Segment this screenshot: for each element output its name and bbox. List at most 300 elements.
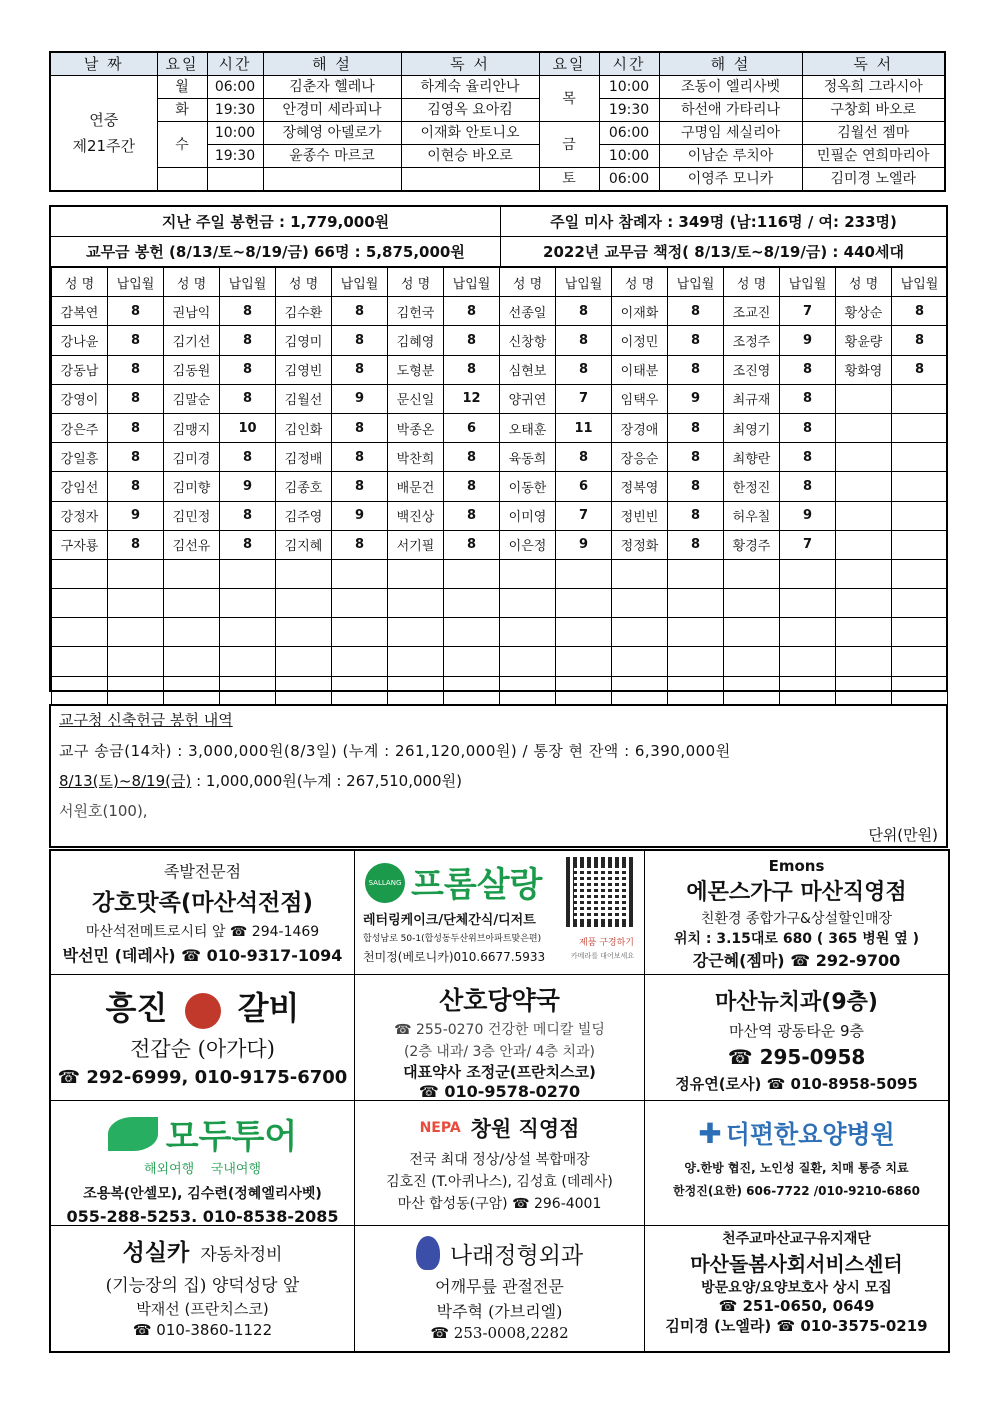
header-month: 납입월: [668, 268, 724, 297]
member-name: 최향란: [724, 443, 780, 472]
empty-cell: [892, 647, 948, 676]
paid-month: 8: [220, 355, 276, 384]
empty-cell: [556, 618, 612, 647]
member-name: 이은정: [500, 530, 556, 559]
member-name: 김민정: [164, 501, 220, 530]
member-name: 구자룡: [52, 530, 108, 559]
empty-cell: [332, 589, 388, 618]
empty-cell: [220, 676, 276, 705]
empty-cell: [780, 559, 836, 588]
member-name: 감복연: [52, 297, 108, 326]
notice-period: 8/13(토)~8/19(금): [59, 772, 192, 790]
paid-month: 8: [556, 297, 612, 326]
member-name: 김주영: [276, 501, 332, 530]
empty-cell: [780, 589, 836, 618]
qr-label: 제품 구경하기: [578, 938, 634, 948]
paid-month: 8: [332, 472, 388, 501]
paid-month: 8: [220, 326, 276, 355]
member-name: 강정자: [52, 501, 108, 530]
ad-description: 양.한방 협진, 노인성 질환, 치매 통증 치료: [684, 1161, 909, 1175]
empty-cell: [892, 618, 948, 647]
empty-cell: [220, 647, 276, 676]
member-name: 정정화: [612, 530, 668, 559]
ad-foundation: 천주교마산교구유지재단: [722, 1231, 871, 1247]
empty-cell: [52, 647, 108, 676]
schedule-row: [50, 122, 945, 145]
member-name: 박종온: [388, 413, 444, 442]
empty-cell: [276, 589, 332, 618]
paid-month: 8: [668, 443, 724, 472]
empty-cell: [52, 589, 108, 618]
table-row: [52, 530, 948, 559]
paid-month: 7: [556, 501, 612, 530]
empty-cell: [388, 589, 444, 618]
ad-owners: 조용복(안셀모), 김수련(정혜엘리사벳): [83, 1186, 322, 1202]
ad-contact: 마산 합성동(구암) ☎ 296-4001: [397, 1196, 602, 1212]
left-reading: 이재화 안토니오: [401, 122, 539, 145]
galbi-logo: [51, 983, 354, 1029]
paid-month: 8: [444, 443, 500, 472]
ad-specialty: 어깨무릎 관절전문: [435, 1277, 564, 1296]
ad-description: 전국 최대 정상/상설 복합매장: [409, 1152, 590, 1168]
dues-offering: 교무금 봉헌 (8/13/토~8/19/금) 66명 : 5,875,000원: [51, 237, 501, 266]
ad-owner: 전갑순 (아가다): [130, 1037, 275, 1061]
paid-month: 8: [108, 355, 164, 384]
notice-title: 교구청 신축헌금 봉헌 내역: [59, 711, 233, 729]
ad-deopyeonhan-hospital: [645, 1101, 948, 1226]
left-day: 월: [157, 76, 207, 99]
hospital-header: [645, 1115, 948, 1151]
left-reading: 하계숙 율리안나: [401, 76, 539, 99]
paid-month: 8: [332, 297, 388, 326]
empty-cell: [164, 589, 220, 618]
member-name: 김수환: [276, 297, 332, 326]
paid-month: 8: [108, 297, 164, 326]
header-day-2: 요일: [539, 52, 599, 76]
header-name: 성 명: [500, 268, 556, 297]
ad-title: 나래정형외과: [449, 1242, 584, 1269]
right-commentary: 하선애 가타리나: [659, 99, 802, 122]
empty-cell: [780, 676, 836, 705]
right-reading: 김월선 젬마: [802, 122, 945, 145]
empty-cell: [52, 559, 108, 588]
schedule-row: [50, 99, 945, 122]
last-week-offering: 지난 주일 봉헌금 : 1,779,000원: [51, 207, 501, 236]
paid-month: 8: [444, 472, 500, 501]
left-reading: [401, 168, 539, 192]
member-name: 장응순: [612, 443, 668, 472]
ad-services: [51, 1158, 354, 1177]
right-day: 금: [539, 122, 599, 168]
member-name: 강나윤: [52, 326, 108, 355]
empty-cell: [388, 647, 444, 676]
empty-cell: [892, 384, 948, 413]
empty-cell: [836, 413, 892, 442]
paid-month: 8: [332, 530, 388, 559]
ad-address: 합성남로 50-1(합성동두산위브아파트맞은편): [363, 934, 542, 944]
period-week: 제21주간: [72, 137, 136, 155]
table-row: [52, 472, 948, 501]
mass-attendance: 주일 미사 참례자 : 349명 (남:116명 / 여: 233명): [550, 213, 897, 231]
mascot-icon: [416, 1236, 440, 1270]
notice-amount: : 1,000,000원(누계 : 267,510,000원): [191, 772, 462, 790]
ad-title: 에몬스가구 마산직영점: [686, 880, 907, 905]
ad-description: 친환경 종합가구&상설할인매장: [700, 911, 893, 927]
paid-month: 11: [556, 413, 612, 442]
empty-cell: [444, 559, 500, 588]
modetour-logo: [51, 1109, 354, 1158]
empty-cell: [668, 676, 724, 705]
member-name: 김맹지: [164, 413, 220, 442]
paid-month: 8: [668, 297, 724, 326]
member-name: 황상순: [836, 297, 892, 326]
member-name: 장경애: [612, 413, 668, 442]
empty-cell: [892, 589, 948, 618]
member-name: 허우칠: [724, 501, 780, 530]
empty-cell: [724, 559, 780, 588]
empty-cell: [332, 647, 388, 676]
ad-products: 레터링케이크/단체간식/디저트: [363, 913, 536, 928]
ad-contact: 055-288-5253. 010-8538-2085: [66, 1207, 339, 1226]
member-name: 김정배: [276, 443, 332, 472]
member-name: 김종호: [276, 472, 332, 501]
table-row: [52, 355, 948, 384]
empty-cell: [388, 676, 444, 705]
empty-cell: [276, 559, 332, 588]
mass-schedule-table: [49, 51, 946, 192]
right-time: 06:00: [599, 122, 659, 145]
header-name: 성 명: [276, 268, 332, 297]
member-name: 김영미: [276, 326, 332, 355]
empty-cell: [332, 559, 388, 588]
empty-cell: [444, 618, 500, 647]
right-reading: 김미경 노엘라: [802, 168, 945, 192]
narae-header: [355, 1236, 644, 1270]
ad-contact: 박선민 (데레사) ☎ 010-9317-1094: [62, 946, 343, 965]
member-name: 황화영: [836, 355, 892, 384]
empty-cell: [668, 647, 724, 676]
dues-assessment: 2022년 교무금 책정( 8/13/토~8/19/금) : 440세대: [543, 243, 904, 261]
paid-month: 8: [108, 443, 164, 472]
member-name: 권남익: [164, 297, 220, 326]
empty-cell: [612, 589, 668, 618]
member-name: 김지혜: [276, 530, 332, 559]
paid-month: 6: [556, 472, 612, 501]
notice-unit: 단위(만원): [868, 826, 938, 844]
paid-month: 8: [780, 472, 836, 501]
paid-month: 9: [220, 472, 276, 501]
ad-contact: ☎ 010-9578-0270: [418, 1082, 581, 1101]
empty-cell: [892, 413, 948, 442]
paid-month: 9: [332, 501, 388, 530]
left-time: 10:00: [207, 122, 263, 145]
left-commentary: 안경미 세라피나: [263, 99, 401, 122]
ad-owner: 박재선 (프란치스코): [136, 1300, 269, 1318]
member-name: 최영기: [724, 413, 780, 442]
nepa-logo: NEPA: [419, 1120, 461, 1136]
header-commentary-2: 해 설: [659, 52, 802, 76]
table-row: [52, 559, 948, 588]
notice-remittance: 교구 송금(14차) : 3,000,000원(8/3일) (누계 : 261,120,000원) / 통장 현 잔액 : 6,390,000원: [59, 742, 731, 760]
ad-contact: 김미경 (노엘라) ☎ 010-3575-0219: [665, 1317, 928, 1335]
period-season: 연중: [89, 111, 119, 129]
left-commentary: [263, 168, 401, 192]
member-name: 김미경: [164, 443, 220, 472]
left-time: 19:30: [207, 99, 263, 122]
paid-month: 9: [556, 530, 612, 559]
empty-cell: [612, 676, 668, 705]
empty-cell: [556, 589, 612, 618]
empty-cell: [108, 676, 164, 705]
empty-cell: [836, 589, 892, 618]
empty-cell: [276, 676, 332, 705]
member-name: 선종일: [500, 297, 556, 326]
empty-cell: [668, 618, 724, 647]
ad-title: 더편한요양병원: [725, 1120, 895, 1149]
empty-cell: [108, 618, 164, 647]
ad-heungjin-galbi: [51, 975, 355, 1101]
member-name: 이정민: [612, 326, 668, 355]
member-name: 조진영: [724, 355, 780, 384]
service-domestic: 국내여행: [210, 1162, 261, 1177]
ad-contact: 정유연(로사) ☎ 010-8958-5095: [675, 1075, 918, 1093]
paid-month: 9: [780, 501, 836, 530]
left-time: 06:00: [207, 76, 263, 99]
empty-cell: [164, 559, 220, 588]
paid-month: 8: [108, 413, 164, 442]
member-name: 최규재: [724, 384, 780, 413]
empty-cell: [388, 559, 444, 588]
header-month: 납입월: [892, 268, 948, 297]
paid-month: 7: [780, 530, 836, 559]
empty-cell: [836, 676, 892, 705]
header-name: 성 명: [164, 268, 220, 297]
member-name: 문신일: [388, 384, 444, 413]
paid-month: 12: [444, 384, 500, 413]
ad-contact: 한정진(요한) 606-7722 /010-9210-6860: [673, 1184, 920, 1198]
schedule-row: [50, 168, 945, 192]
empty-cell: [780, 647, 836, 676]
paid-month: 8: [668, 501, 724, 530]
right-reading: 민필순 연희마리아: [802, 145, 945, 168]
empty-cell: [500, 676, 556, 705]
member-name: 김영빈: [276, 355, 332, 384]
ad-floors: (2층 내과/ 3층 안과/ 4층 치과): [403, 1044, 596, 1060]
member-name: 강임선: [52, 472, 108, 501]
ad-emons-furniture: [645, 851, 948, 975]
empty-cell: [892, 530, 948, 559]
offering-summary-row: [51, 207, 946, 237]
paid-month: 8: [668, 472, 724, 501]
member-name: 김말순: [164, 384, 220, 413]
paid-month: 8: [108, 326, 164, 355]
paid-month: 9: [332, 384, 388, 413]
paid-month: 8: [668, 355, 724, 384]
member-name: 황경주: [724, 530, 780, 559]
ad-contact: ☎ 292-6999, 010-9175-6700: [57, 1067, 348, 1088]
table-row: [52, 589, 948, 618]
header-name: 성 명: [836, 268, 892, 297]
empty-cell: [220, 618, 276, 647]
table-row: [52, 297, 948, 326]
header-name: 성 명: [612, 268, 668, 297]
paid-month: 8: [220, 443, 276, 472]
paid-month: 8: [444, 297, 500, 326]
notice-donors: 서원호(100),: [59, 802, 148, 820]
ad-category: 족발전문점: [163, 862, 242, 881]
paid-month: 8: [444, 501, 500, 530]
member-name: 강일흥: [52, 443, 108, 472]
member-name: 김월선: [276, 384, 332, 413]
empty-cell: [836, 559, 892, 588]
ad-phone: ☎ 251-0650, 0649: [718, 1297, 875, 1315]
ad-contact: 천미정(베로니카)010.6677.5933: [363, 950, 546, 964]
paid-month: 9: [668, 384, 724, 413]
empty-cell: [836, 384, 892, 413]
paid-month: 10: [220, 413, 276, 442]
empty-cell: [556, 676, 612, 705]
member-name: 이미영: [500, 501, 556, 530]
right-commentary: 이영주 모니카: [659, 168, 802, 192]
table-row: [52, 443, 948, 472]
ad-masan-care-center: [645, 1226, 948, 1351]
paid-month: 8: [108, 472, 164, 501]
modetour-leaf-icon: [108, 1117, 158, 1151]
member-name: 황윤량: [836, 326, 892, 355]
empty-cell: [668, 589, 724, 618]
member-name: 강은주: [52, 413, 108, 442]
paid-month: 8: [220, 530, 276, 559]
ad-modetour: [51, 1101, 355, 1226]
empty-cell: [500, 559, 556, 588]
empty-cell: [332, 676, 388, 705]
ad-title: 강호맛족(마산석전점): [92, 890, 313, 916]
ad-location: 마산역 광동타운 9층: [728, 1022, 864, 1040]
cross-icon: ✚: [698, 1116, 722, 1150]
paid-month: 8: [220, 297, 276, 326]
ad-title: 창원 직영점: [470, 1117, 580, 1141]
right-reading: 구창회 바오로: [802, 99, 945, 122]
member-name: 김동원: [164, 355, 220, 384]
left-time: [207, 168, 263, 192]
left-day: 화: [157, 99, 207, 122]
member-name: 정복영: [612, 472, 668, 501]
notice-weekly-offering: [59, 770, 462, 791]
empty-cell: [108, 589, 164, 618]
empty-cell: [892, 676, 948, 705]
ad-service: 자동차정비: [200, 1245, 283, 1265]
ad-address: 마산석전메트로시티 앞 ☎ 294-1469: [85, 924, 320, 940]
empty-cell: [332, 618, 388, 647]
member-name: 조정주: [724, 326, 780, 355]
left-time: 19:30: [207, 145, 263, 168]
member-name: 김인화: [276, 413, 332, 442]
paid-month: 8: [444, 326, 500, 355]
empty-cell: [836, 530, 892, 559]
header-name: 성 명: [388, 268, 444, 297]
left-commentary: 윤종수 마르코: [263, 145, 401, 168]
header-month: 납입월: [444, 268, 500, 297]
qr-sub: 카메라를 대어보세요: [570, 952, 634, 960]
nepa-header: [355, 1113, 644, 1143]
member-name: 강영이: [52, 384, 108, 413]
advertisement-grid: [49, 849, 950, 1353]
member-name: 김기선: [164, 326, 220, 355]
empty-cell: [276, 647, 332, 676]
right-day: 토: [539, 168, 599, 192]
member-name: 김혜영: [388, 326, 444, 355]
paid-month: 8: [444, 530, 500, 559]
ad-seongsil-car: [51, 1226, 355, 1351]
paid-month: 8: [556, 443, 612, 472]
table-row: [52, 413, 948, 442]
empty-cell: [164, 647, 220, 676]
right-time: 10:00: [599, 76, 659, 99]
member-name: 강동남: [52, 355, 108, 384]
ad-recruitment: 방문요양/요양보호사 상시 모집: [701, 1280, 892, 1296]
empty-cell: [164, 676, 220, 705]
member-name: 도형분: [388, 355, 444, 384]
right-commentary: 구명임 세실리아: [659, 122, 802, 145]
left-reading: 김영옥 요아킴: [401, 99, 539, 122]
empty-cell: [612, 618, 668, 647]
paid-month: 8: [780, 355, 836, 384]
left-commentary: 장혜영 아델로가: [263, 122, 401, 145]
qr-code-icon[interactable]: [566, 857, 636, 927]
right-day: 목: [539, 76, 599, 122]
member-name: 한정진: [724, 472, 780, 501]
ad-pharmacist: 대표약사 조정군(프란치스코): [403, 1063, 596, 1081]
header-reading-2: 독 서: [802, 52, 945, 76]
empty-cell: [52, 676, 108, 705]
paid-month: 8: [780, 443, 836, 472]
member-name: 이재화: [612, 297, 668, 326]
ad-contact: ☎ 253-0008,2282: [430, 1324, 569, 1342]
paid-month: 8: [668, 326, 724, 355]
offering-section: [49, 205, 948, 692]
empty-cell: [220, 559, 276, 588]
paid-month: 8: [444, 355, 500, 384]
schedule-header-row: [50, 52, 945, 76]
right-commentary: 이남순 루치아: [659, 145, 802, 168]
paid-month: 8: [332, 443, 388, 472]
dues-summary-row: [51, 237, 946, 267]
paid-month: 9: [780, 326, 836, 355]
left-reading: 이현승 바오로: [401, 145, 539, 168]
empty-cell: [444, 676, 500, 705]
header-name: 성 명: [724, 268, 780, 297]
table-row: [52, 326, 948, 355]
table-row: [52, 618, 948, 647]
empty-cell: [444, 647, 500, 676]
member-name: 백진상: [388, 501, 444, 530]
header-reading: 독 서: [401, 52, 539, 76]
empty-cell: [500, 647, 556, 676]
empty-cell: [836, 618, 892, 647]
header-commentary: 해 설: [263, 52, 401, 76]
paid-month: 8: [668, 530, 724, 559]
empty-cell: [500, 618, 556, 647]
right-commentary: 조동이 엘리사벳: [659, 76, 802, 99]
header-time: 시간: [207, 52, 263, 76]
member-name: 육동희: [500, 443, 556, 472]
schedule-row: [50, 76, 945, 99]
ad-from-sallang: [355, 851, 645, 975]
empty-cell: [724, 589, 780, 618]
ad-contact: ☎ 010-3860-1122: [132, 1321, 273, 1339]
header-month: 납입월: [220, 268, 276, 297]
empty-cell: [164, 618, 220, 647]
